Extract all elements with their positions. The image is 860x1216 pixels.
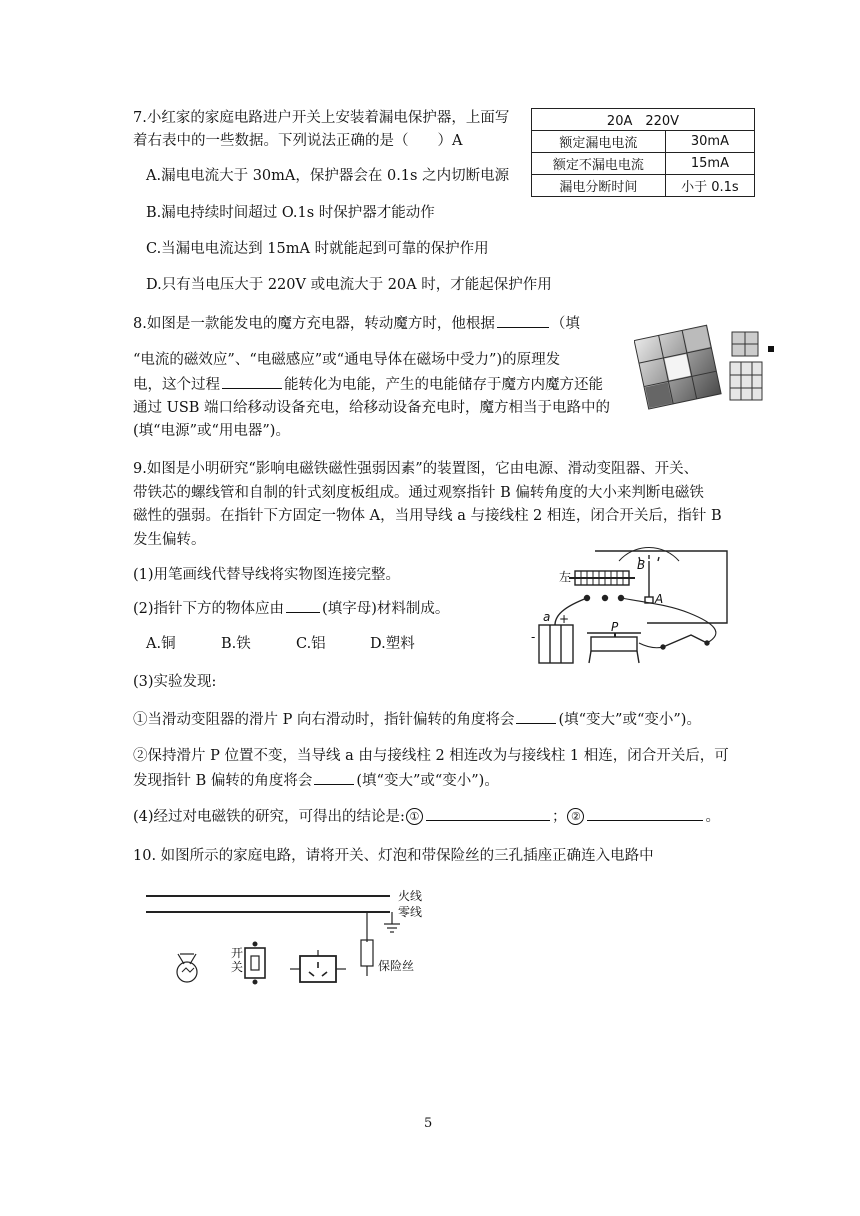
q8-text: （填 bbox=[550, 316, 580, 332]
q9-text: 。 bbox=[705, 809, 720, 825]
q8-line2: “电流的磁效应”、“电磁感应”或“通电导体在磁场中受力”)的原理发 bbox=[133, 352, 561, 368]
q9-line1: 9.如图是小明研究“影响电磁铁磁性强弱因素”的装置图，它由电源、滑动变阻器、开关、 bbox=[133, 461, 699, 477]
q9-line4: 发生偏转。 bbox=[133, 532, 206, 548]
rheostat-icon bbox=[591, 637, 637, 651]
q9-option-d: D.塑料 bbox=[370, 636, 415, 652]
q8-text: 8.如图是一款能发电的魔方充电器，转动魔方时，他根据 bbox=[133, 316, 495, 332]
q9-option-c: C.铝 bbox=[296, 636, 326, 652]
fig-label-p: P bbox=[611, 620, 619, 634]
q9-line2: 带铁芯的螺线管和自制的针式刻度板组成。通过观察指针 B 偏转角度的大小来判断电磁铁 bbox=[133, 485, 704, 501]
spec-label: 额定漏电电流 bbox=[532, 131, 666, 153]
spec-value: 小于 0.1s bbox=[665, 175, 754, 197]
q9-part2 bbox=[133, 598, 449, 619]
label-fuse: 保险丝 bbox=[378, 959, 415, 973]
switch-icon bbox=[663, 635, 707, 647]
q9-part4 bbox=[133, 806, 720, 827]
cube-icon bbox=[634, 325, 721, 409]
three-pin-socket-icon bbox=[300, 956, 336, 982]
fig-label-left: 左 bbox=[559, 570, 572, 584]
answer-blank[interactable] bbox=[516, 709, 556, 724]
bulb-icon bbox=[177, 954, 197, 982]
q9-part1: (1)用笔画线代替导线将实物图连接完整。 bbox=[133, 567, 401, 583]
q9-line3: 磁性的强弱。在指针下方固定一物体 A，当用导线 a 与接线柱 2 相连，闭合开关后，指针 B bbox=[133, 508, 722, 524]
q9-text: (填字母)材料制成。 bbox=[322, 601, 450, 617]
spec-header: 20A 220V bbox=[532, 109, 755, 131]
magic-cube-charger-figure bbox=[634, 318, 780, 410]
q7-spec-table bbox=[531, 108, 755, 197]
fig-label-plus: + bbox=[559, 612, 570, 626]
answer-blank[interactable] bbox=[222, 374, 282, 389]
q9-part3-1 bbox=[133, 709, 701, 730]
q8-line3 bbox=[133, 374, 603, 395]
switch-box-icon bbox=[245, 948, 265, 978]
q9-option-b: B.铁 bbox=[221, 636, 251, 652]
q9-part3-2: ②保持滑片 P 位置不变，当导线 a 由与接线柱 2 相连改为与接线柱 1 相连，闭合开关后，可 bbox=[133, 748, 729, 764]
q7-line1: 7.小红家的家庭电路进户开关上安装着漏电保护器，上面写 bbox=[133, 110, 510, 126]
q7-line2: 着右表中的一些数据。下列说法正确的是（ ）A bbox=[133, 133, 463, 149]
q7-option-c: C.当漏电电流达到 15mA 时就能起到可靠的保护作用 bbox=[146, 241, 489, 257]
q8-line5: (填“电源”或“用电器”)。 bbox=[133, 423, 290, 439]
circled-one: ① bbox=[406, 808, 423, 825]
fig-label-b: B bbox=[637, 558, 646, 572]
label-live-wire: 火线 bbox=[398, 889, 423, 903]
fuse-icon bbox=[361, 940, 373, 966]
scale-board bbox=[595, 551, 727, 623]
q8-line1 bbox=[133, 313, 580, 334]
q9-text: ； bbox=[551, 809, 567, 825]
q9-option-a: A.铜 bbox=[146, 636, 176, 652]
fig-label-minus: - bbox=[531, 630, 536, 644]
label-neutral-wire: 零线 bbox=[398, 905, 423, 919]
q8-line4: 通过 USB 端口给移动设备充电，给移动设备充电时，魔方相当于电路中的 bbox=[133, 400, 611, 416]
q9-part3: (3)实验发现: bbox=[133, 674, 217, 690]
electromagnet-apparatus-figure bbox=[529, 543, 735, 667]
q9-part3-2b bbox=[133, 770, 499, 791]
answer-blank[interactable] bbox=[587, 806, 703, 821]
answer-blank[interactable] bbox=[497, 313, 549, 328]
page-number: 5 bbox=[424, 1116, 433, 1131]
q8-text: 电，这个过程 bbox=[133, 377, 220, 393]
spec-label: 漏电分断时间 bbox=[532, 175, 666, 197]
q8-text: 能转化为电能，产生的电能储存于魔方内魔方还能 bbox=[284, 377, 603, 393]
circled-two: ② bbox=[567, 808, 584, 825]
household-circuit-figure bbox=[140, 884, 450, 996]
q7-option-a: A.漏电电流大于 30mA，保护器会在 0.1s 之内切断电源 bbox=[146, 168, 510, 184]
q7-option-d: D.只有当电压大于 220V 或电流大于 20A 时，才能起保护作用 bbox=[146, 277, 552, 293]
fig-label-a-object: A bbox=[655, 592, 664, 606]
answer-blank[interactable] bbox=[314, 770, 354, 785]
answer-blank[interactable] bbox=[286, 598, 320, 613]
q7-option-b: B.漏电持续时间超过 O.1s 时保护器才能动作 bbox=[146, 205, 435, 221]
q9-text: 发现指针 B 偏转的角度将会 bbox=[133, 773, 313, 789]
fig-label-a-wire: a bbox=[543, 610, 551, 624]
spec-label: 额定不漏电电流 bbox=[532, 153, 666, 175]
q9-text: (4)经过对电磁铁的研究，可得出的结论是: bbox=[133, 809, 405, 825]
answer-blank[interactable] bbox=[426, 806, 550, 821]
spec-value: 30mA bbox=[665, 131, 754, 153]
q9-text: (填“变大”或“变小”)。 bbox=[356, 773, 499, 789]
q9-text: (填“变大”或“变小”)。 bbox=[558, 712, 701, 728]
q9-text: (2)指针下方的物体应由 bbox=[133, 601, 285, 617]
cube-parts-icon bbox=[730, 332, 774, 400]
q10-line1: 10. 如图所示的家庭电路，请将开关、灯泡和带保险丝的三孔插座正确连入电路中 bbox=[133, 848, 654, 864]
spec-value: 15mA bbox=[665, 153, 754, 175]
q9-text: ①当滑动变阻器的滑片 P 向右滑动时，指针偏转的角度将会 bbox=[133, 712, 515, 728]
battery-icon bbox=[539, 625, 573, 663]
label-switch: 开关 bbox=[231, 946, 244, 974]
